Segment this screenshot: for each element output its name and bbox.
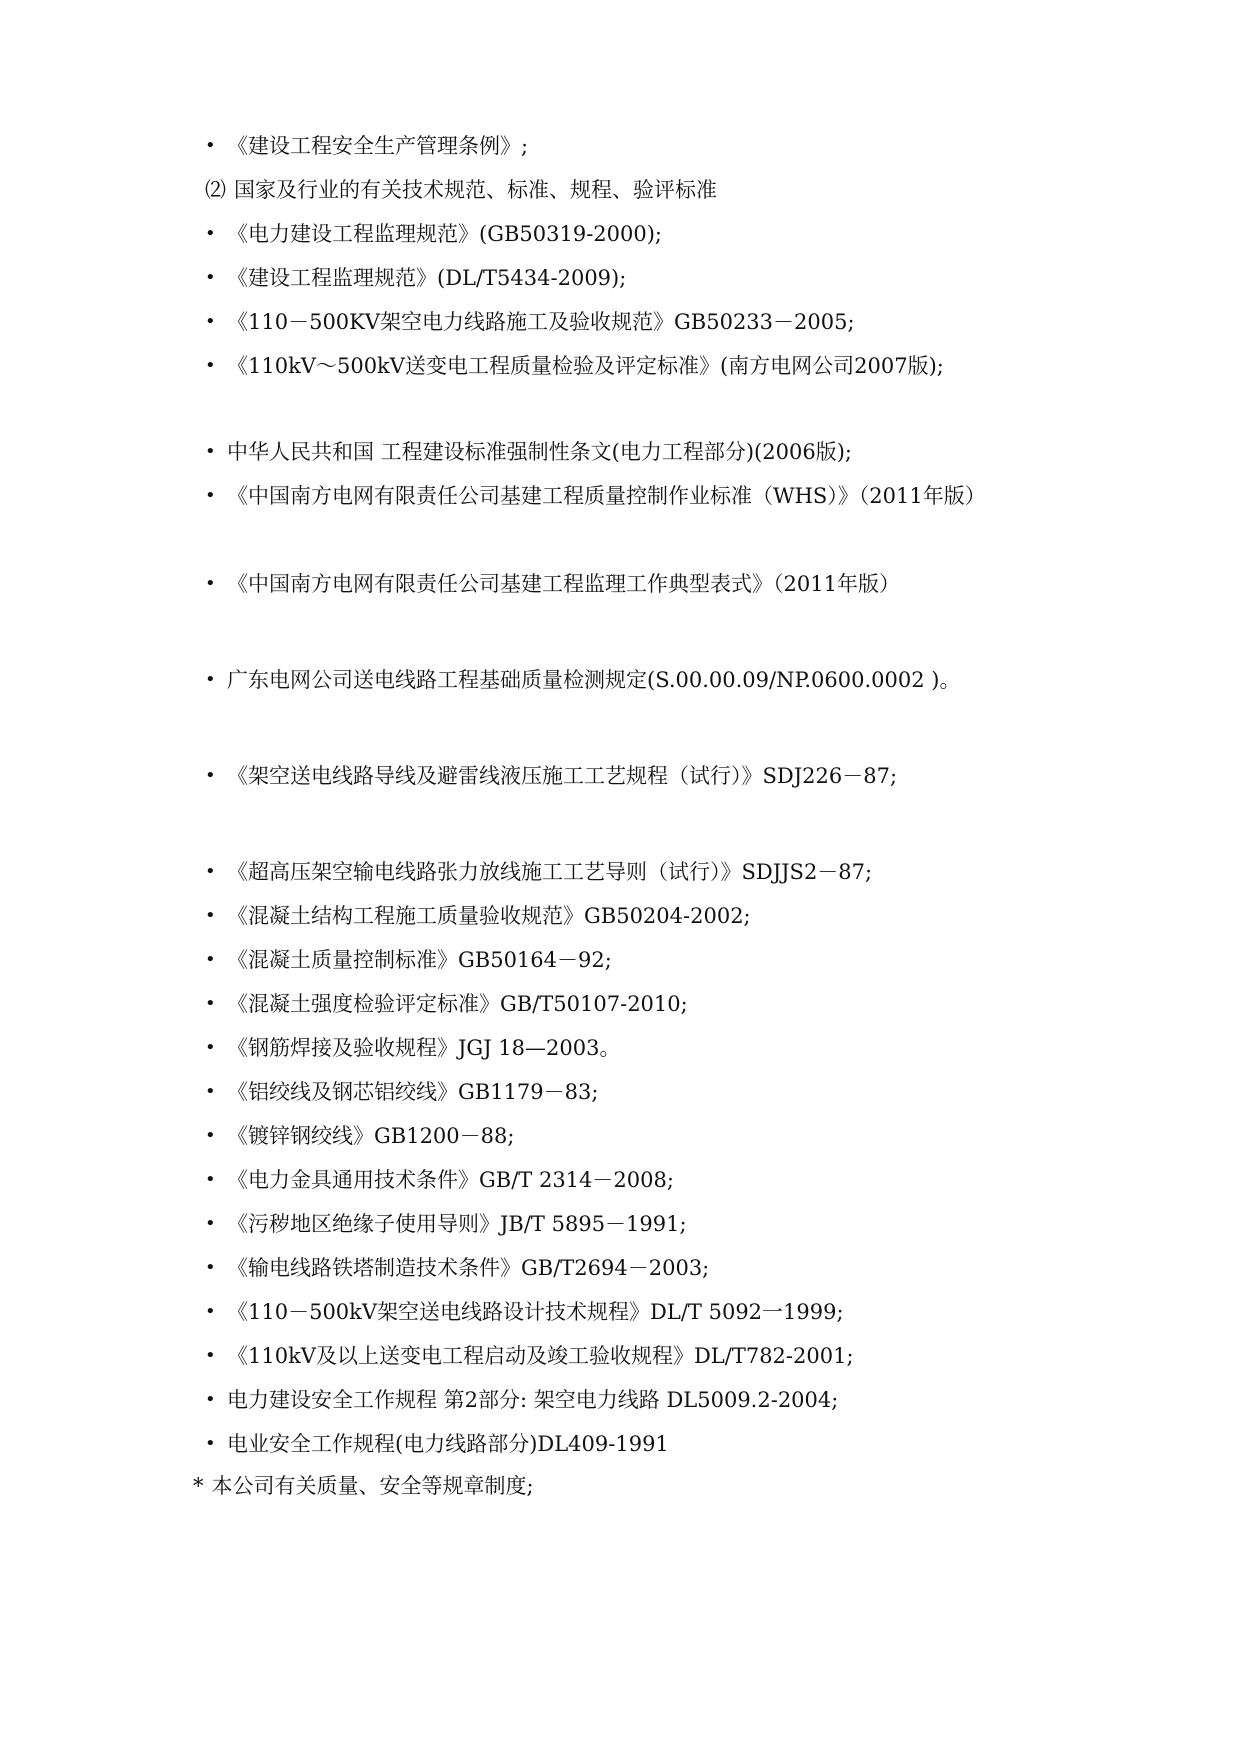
list-item	[205, 986, 1201, 1022]
bullet-icon: •	[205, 1433, 216, 1454]
list-item-text: 《混凝土结构工程施工质量验收规范》GB50204-2002;	[227, 904, 751, 928]
list-item	[205, 348, 1201, 384]
list-item	[205, 1426, 1201, 1462]
list-item-text: 《铝绞线及钢芯铝绞线》GB1179－83;	[227, 1080, 599, 1104]
list-item-text: 《110－500KV架空电力线路施工及验收规范》GB50233－2005;	[227, 310, 855, 334]
list-item	[205, 566, 1201, 602]
list-item-text: 《镀锌钢绞线》GB1200－88;	[227, 1124, 515, 1148]
list-item-text: 《架空送电线路导线及避雷线液压施工工艺规程（试行）》SDJ226－87;	[227, 764, 898, 788]
bullet-icon: •	[205, 1345, 216, 1366]
list-item	[205, 478, 1201, 514]
bullet-icon: •	[205, 223, 216, 244]
list-item-text: 《电力金具通用技术条件》GB/T 2314－2008;	[227, 1168, 674, 1192]
list-item-text: 《110kV～500kV送变电工程质量检验及评定标准》(南方电网公司2007版);	[227, 354, 944, 378]
list-item-text: 《混凝土质量控制标准》GB50164－92;	[227, 948, 612, 972]
bullet-icon: •	[205, 311, 216, 332]
bullet-icon: •	[205, 765, 216, 786]
bullet-icon: •	[205, 1169, 216, 1190]
list-item	[205, 854, 1201, 890]
list-item	[205, 662, 1201, 698]
list-item	[205, 1294, 1201, 1330]
bullet-icon: •	[205, 1301, 216, 1322]
bullet-icon: •	[205, 1081, 216, 1102]
list-item	[205, 942, 1201, 978]
list-item	[205, 1382, 1201, 1418]
note-item-text: 本公司有关质量、安全等规章制度;	[211, 1474, 534, 1498]
list-item-text: 《混凝土强度检验评定标准》GB/T50107-2010;	[227, 992, 688, 1016]
list-item	[205, 1118, 1201, 1154]
list-item-text: 《建设工程监理规范》(DL/T5434-2009);	[227, 266, 627, 290]
list-item-text: 《电力建设工程监理规范》(GB50319-2000);	[227, 222, 663, 246]
list-item	[205, 1250, 1201, 1286]
list-item-text: 《110kV及以上送变电工程启动及竣工验收规程》DL/T782-2001;	[227, 1344, 854, 1368]
list-item-text: 《钢筋焊接及验收规程》JGJ 18—2003。	[227, 1036, 621, 1060]
list-item-text: 电力建设安全工作规程 第2部分: 架空电力线路 DL5009.2-2004;	[227, 1388, 839, 1412]
list-item	[205, 128, 1201, 164]
bullet-icon: •	[205, 861, 216, 882]
list-item-text: 《110－500kV架空送电线路设计技术规程》DL/T 5092一1999;	[227, 1300, 844, 1324]
bullet-icon: •	[205, 1389, 216, 1410]
list-item-text: 《中国南方电网有限责任公司基建工程质量控制作业标准（WHS）》（2011年版）	[227, 484, 986, 508]
list-item	[205, 1206, 1201, 1242]
list-item-text: 中华人民共和国 工程建设标准强制性条文(电力工程部分)(2006版);	[227, 440, 852, 464]
list-item-text: 《中国南方电网有限责任公司基建工程监理工作典型表式》（2011年版）	[227, 572, 900, 596]
list-item	[205, 304, 1201, 340]
bullet-icon: •	[205, 1213, 216, 1234]
bullet-icon: •	[205, 1037, 216, 1058]
section-number: ⑵	[205, 178, 226, 202]
asterisk-icon: *	[193, 1474, 204, 1498]
list-item-text: 《超高压架空输电线路张力放线施工工艺导则（试行）》SDJJS2－87;	[227, 860, 873, 884]
section-heading	[205, 172, 1201, 208]
note-item	[193, 1468, 1201, 1504]
list-item	[205, 434, 1201, 470]
list-item	[205, 758, 1201, 794]
bullet-icon: •	[205, 905, 216, 926]
bullet-icon: •	[205, 669, 216, 690]
bullet-icon: •	[205, 1125, 216, 1146]
bullet-icon: •	[205, 135, 216, 156]
list-item	[205, 216, 1201, 252]
bullet-icon: •	[205, 485, 216, 506]
list-item-text: 广东电网公司送电线路工程基础质量检测规定(S.00.00.09/NP.0600.0002 )。	[227, 668, 961, 692]
bullet-icon: •	[205, 267, 216, 288]
list-item-text: 《建设工程安全生产管理条例》;	[227, 134, 529, 158]
bullet-icon: •	[205, 441, 216, 462]
bullet-icon: •	[205, 949, 216, 970]
bullet-icon: •	[205, 1257, 216, 1278]
list-item-text: 《输电线路铁塔制造技术条件》GB/T2694－2003;	[227, 1256, 710, 1280]
bullet-icon: •	[205, 573, 216, 594]
list-item	[205, 1074, 1201, 1110]
list-item	[205, 1030, 1201, 1066]
list-item	[205, 1338, 1201, 1374]
list-item	[205, 260, 1201, 296]
list-item	[205, 1162, 1201, 1198]
list-item-text: 《污秽地区绝缘子使用导则》JB/T 5895－1991;	[227, 1212, 687, 1236]
section-heading-text: 国家及行业的有关技术规范、标准、规程、验评标准	[234, 178, 717, 202]
bullet-icon: •	[205, 993, 216, 1014]
list-item	[205, 898, 1201, 934]
bullet-icon: •	[205, 355, 216, 376]
list-item-text: 电业安全工作规程(电力线路部分)DL409-1991	[227, 1432, 669, 1456]
